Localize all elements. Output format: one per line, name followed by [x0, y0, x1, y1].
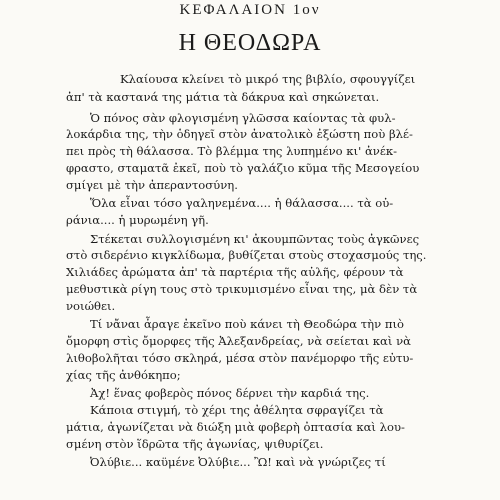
- text-line: πει πρὸς τὴ θάλασσα. Τὸ βλέμμα της λυπημένο κι' ἀνέκ-: [66, 144, 398, 158]
- text-line: ράνια.... ἡ μυρωμένη γῆ.: [66, 213, 209, 227]
- text-line: Ἀχ! ἕνας φοβερὸς πόνος δέρνει τὴν καρδιά της.: [90, 386, 370, 400]
- text-line: λιθοβολῆται τόσο σκληρά, μέσα στὸν πανέμορφο τῆς εὐτυ-: [66, 351, 414, 365]
- chapter-heading: ΚΕΦΑΛΑΙΟΝ 1ον: [179, 2, 321, 18]
- text-line: σμίγει μὲ τὴν ἀπεραντοσύνη.: [66, 178, 238, 192]
- text-line: Τί νἄναι ἆραγε ἐκεῖνο ποὺ κάνει τὴ Θεοδώρα τὴν πιὸ: [90, 317, 405, 331]
- text-line: Στέκεται συλλογισμένη κι' ἀκουμπῶντας τοὺς ἀγκῶνες: [90, 232, 420, 246]
- text-line: ἀπ' τὰ καστανά της μάτια τὰ δάκρυα καὶ σηκώνεται.: [66, 90, 380, 104]
- text-line: χίας τῆς ἀνθόκηπο;: [66, 368, 181, 382]
- text-line: ὄμορφη στὶς ὄμορφες τῆς Ἀλεξανδρείας, νὰ σείεται καὶ νὰ: [66, 334, 411, 348]
- text-line: μάτια, ἀγωνίζεται νὰ διώξη μιὰ φοβερὴ ὀπτασία καὶ λου-: [66, 420, 405, 434]
- text-line: μεθυστικὰ ρίγη τους στὸ τρικυμισμένο εἶναι της, μὰ δὲν τὰ: [66, 282, 418, 296]
- text-line: στὸ σιδερένιο κιγκλίδωμα, βυθίζεται στοὺς στοχασμούς της.: [66, 248, 427, 262]
- text-line: λοκάρδια της, τὴν ὁδηγεῖ στὸν ἀνατολικὸ ἐξώστη ποὺ βλέ-: [66, 127, 413, 141]
- text-line: Χιλιάδες ἀρώματα ἀπ' τὰ παρτέρια τῆς αὐλῆς, φέρουν τὰ: [66, 265, 404, 279]
- text-line: φραστο, σταματᾶ ἐκεῖ, ποὺ τὸ γαλάζιο κῦμα τῆς Μεσογείου: [66, 161, 420, 175]
- text-line: Ὀλύβιε... καϋμένε Ὀλύβιε... Ὢ! καὶ νὰ γνώριζες τί: [90, 455, 386, 469]
- text-line: Κλαίουσα κλείνει τὸ μικρό της βιβλίο, σφουγγίζει: [120, 72, 416, 86]
- text-line: νοιώθει.: [66, 299, 116, 313]
- chapter-title: Η ΘΕΟΔΩΡΑ: [178, 30, 322, 56]
- text-line: σμένη στὸν ἵδρῶτα τῆς ἀγωνίας, ψιθυρίζει.: [66, 437, 324, 451]
- text-line: Ὁ πόνος σὰν φλογισμένη γλῶσσα καίοντας τὰ φυλ-: [90, 111, 396, 125]
- text-line: Κάποια στιγμή, τὸ χέρι της ἀθέλητα σφραγίζει τὰ: [90, 403, 384, 417]
- text-line: Ὅλα εἶναι τόσο γαληνεμένα.... ἡ θάλασσα.... τὰ οὐ-: [90, 196, 394, 210]
